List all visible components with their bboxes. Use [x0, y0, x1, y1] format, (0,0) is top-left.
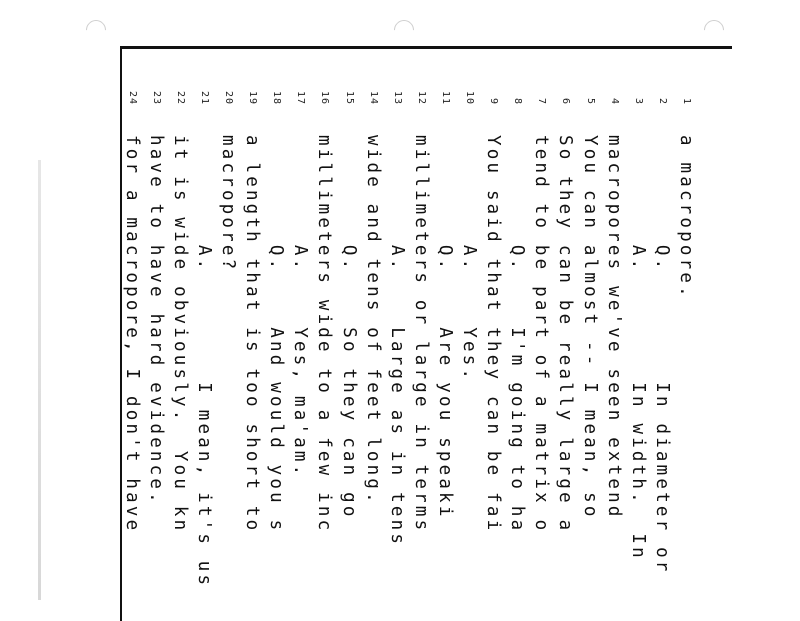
line-number: 14 — [367, 90, 379, 105]
transcript-line — [337, 49, 361, 621]
transcript-page — [120, 46, 732, 621]
line-number: 20 — [223, 90, 235, 105]
transcript-line — [288, 49, 312, 621]
line-number: 17 — [295, 90, 307, 105]
rotated-transcript — [120, 49, 700, 621]
line-number: 12 — [415, 90, 427, 105]
transcript-line — [481, 49, 505, 621]
line-text: You said that they can be fai — [483, 135, 504, 534]
transcript-line — [385, 49, 409, 621]
transcript-line — [505, 49, 529, 621]
line-number: 6 — [560, 97, 572, 105]
punch-hole-right — [700, 16, 728, 44]
line-text: tend to be part of a matrix o — [531, 135, 552, 534]
scan-edge-shadow — [38, 160, 41, 600]
line-text: macropore? — [218, 135, 239, 273]
line-text: a macropore. — [676, 135, 696, 300]
transcript-line — [240, 49, 264, 621]
line-text: A. In width. In — [627, 135, 648, 561]
line-number: 11 — [440, 90, 451, 105]
punch-hole-left — [82, 16, 110, 44]
line-text: wide and tens of feet long. — [362, 135, 383, 506]
line-number: 10 — [464, 90, 476, 105]
line-text: Q. And would you s — [266, 135, 287, 534]
transcript-line — [602, 49, 626, 621]
line-text: it is wide obviously. You kn — [169, 135, 190, 534]
line-text: A. Yes. — [459, 135, 480, 383]
transcript-line — [264, 49, 288, 621]
transcript-line — [361, 49, 385, 621]
line-text: You can almost -- I mean, so — [579, 135, 600, 520]
line-number: 16 — [319, 90, 331, 105]
transcript-line — [409, 49, 433, 621]
transcript-line — [168, 49, 192, 621]
line-text: So they can be really large a — [555, 135, 576, 534]
line-number: 3 — [632, 97, 644, 105]
line-text: macropores we've seen extend — [603, 135, 624, 520]
transcript-line — [650, 49, 674, 621]
line-text: a length that is too short to — [242, 135, 263, 534]
line-text: Q. I'm going to ha — [507, 135, 528, 534]
punch-hole-middle — [390, 16, 418, 44]
line-number: 5 — [584, 97, 596, 105]
line-number: 21 — [199, 90, 210, 105]
transcript-line — [313, 49, 337, 621]
transcript-line — [433, 49, 457, 621]
transcript-line — [457, 49, 481, 621]
line-number: 7 — [536, 97, 548, 105]
line-text: A. Yes, ma'am. — [290, 135, 311, 479]
line-text: millimeters or large in terms — [410, 135, 431, 534]
line-text: A. I mean, it's us — [194, 135, 214, 589]
line-number: 19 — [247, 90, 259, 105]
line-number: 8 — [512, 97, 524, 105]
transcript-line — [554, 49, 578, 621]
transcript-line — [674, 49, 698, 621]
line-text: Q. In diameter or — [651, 135, 672, 575]
transcript-line — [120, 49, 144, 621]
line-number: 23 — [150, 90, 162, 105]
line-text: have to have hard evidence. — [145, 135, 166, 506]
line-number: 9 — [488, 97, 500, 105]
line-number: 22 — [174, 90, 186, 105]
transcript-line — [626, 49, 650, 621]
line-text: millimeters wide to a few inc — [314, 135, 335, 534]
line-text: for a macropore, I don't have — [121, 135, 142, 534]
line-number: 18 — [271, 90, 283, 105]
line-number: 24 — [126, 90, 138, 105]
transcript-line — [144, 49, 168, 621]
line-text: Q. So they can go — [338, 135, 359, 520]
transcript-line — [216, 49, 240, 621]
transcript-line — [578, 49, 602, 621]
transcript-line — [192, 49, 216, 621]
line-number: 2 — [656, 97, 668, 105]
line-number: 1 — [681, 97, 692, 105]
line-number: 13 — [391, 90, 403, 105]
line-text: A. Large as in tens — [386, 135, 407, 548]
line-number: 15 — [343, 90, 355, 105]
line-number: 4 — [608, 97, 620, 105]
line-text: Q. Are you speaki — [435, 135, 455, 520]
transcript-line — [529, 49, 553, 621]
